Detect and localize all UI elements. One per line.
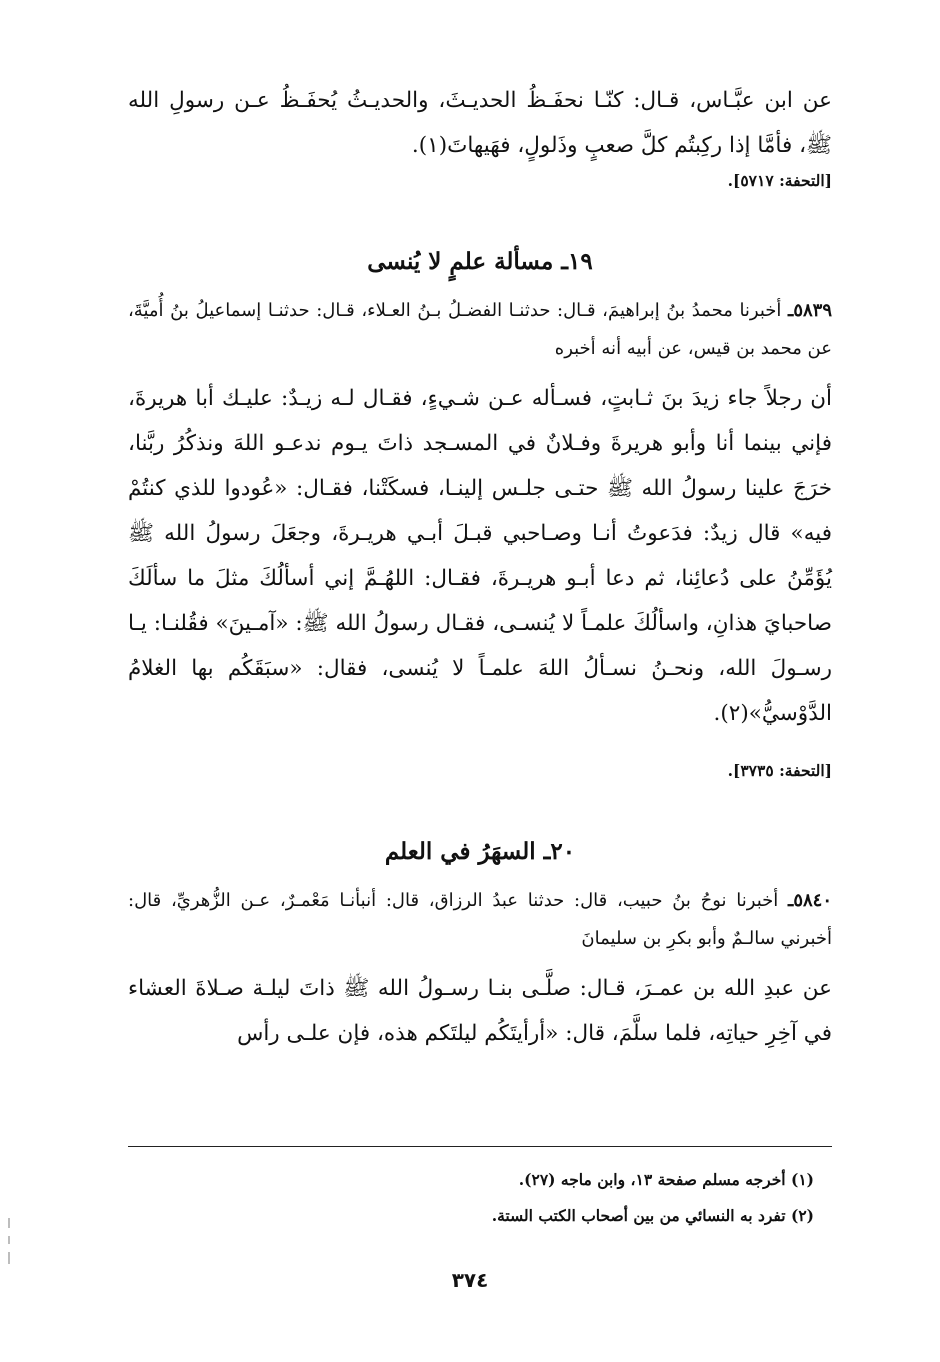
isnad-5839 <box>128 292 832 368</box>
page-body <box>128 78 832 1056</box>
hadith-number-5840: ٥٨٤٠ـ <box>788 890 832 911</box>
section-heading-19: ١٩ـ مسألة علمٍ لا يُنسى <box>367 248 593 275</box>
footnote-1: (١) أخرجه مسلم صفحة ١٣، وابن ماجه (٢٧). <box>518 1170 814 1189</box>
matn-5839: أن رجلاً جاء زيدَ بنَ ثـابتٍ، فسـأله عـن شـيءٍ، فقـال لـه زيـدٌ: عليـك أبا هريرةَ، فإني بينما أنا وأبو هريرةَ وفـلانٌ في المسـجد ذاتَ يـوم ندعـو اللهَ ونذكُرُ ربَّنا، خرَجَ علينا رسولُ الله ﷺ حتـى جلـس إلينـا، فسكَتْنا، فقـال: «عُودوا للذي كنتُمْ فيه» قال زيدٌ: فدَعوتُ أنـا وصـاحبي قبـلَ أبـي هريـرةَ، وجعَلَ رسولُ الله ﷺ يُؤَمِّنُ على دُعائِنا، ثم دعا أبـو هريـرةَ، فقـال: اللهُـمَّ إني أسألُكَ مثلَ ما سألَكَ صاحبايَ هذانِ، واسألُكَ علمـاً لا يُنسـى، فقـال رسولُ الله ﷺ: «آمـينَ» فقُلنـا: يـا رسـولَ الله، ونحـنُ نسـألُ اللهَ علمـاً لا يُنسى، فقال: «سبَقَكُم بها الغلامُ الدَّوْسيُّ»(٢). <box>128 386 832 726</box>
hadith-number-5839: ٥٨٣٩ـ <box>788 300 832 321</box>
footnotes <box>128 1162 832 1234</box>
scan-margin-mark <box>8 1252 10 1264</box>
scan-margin-mark <box>8 1218 10 1228</box>
section-heading-20: ٢٠ـ السهَرُ في العلم <box>384 838 576 865</box>
tuhfa-reference-5717: [التحفة: ٥٧١٧]. <box>727 171 832 190</box>
isnad-text-5839: أخبرنا محمدُ بنُ إبراهيمَ، قـال: حدثنـا الفضـلُ بـنُ العـلاء، قـال: حدثنـا إسماعيلُ بنُ أُميَّةَ، عن محمد بن قيس، عن أبيه أنه أخبره <box>128 300 832 359</box>
tuhfa-reference-3735: [التحفة: ٣٧٣٥]. <box>727 761 832 780</box>
footnote-divider <box>128 1146 832 1147</box>
page-number: ٣٧٤ <box>451 1268 489 1292</box>
scan-margin-mark <box>8 1236 10 1244</box>
matn-5840: عن عبدِ الله بن عمـرَ، قـال: صلَّـى بنـا رسـولُ الله ﷺ ذاتَ ليلـة صـلاةَ العشاء في آخِرِ حياتِه، فلما سلَّمَ، قال: «أرأيتَكُم ليلتَكم هذه، فإن علـى رأس <box>128 976 832 1046</box>
isnad-text-5840: أخبرنا نوحُ بنُ حبيب، قال: حدثنا عبدُ الرزاق، قال: أنبأنـا مَعْمـرٌ، عـن الزُّهريِّ، قال: أخبرني سالـمٌ وأبو بكرِ بن سليمانَ <box>128 890 832 949</box>
footnote-2: (٢) تفرد به النسائي من بين أصحاب الكتب الستة. <box>491 1206 814 1225</box>
top-passage: عن ابن عبَّـاس، قـال: كنّـا نحفَـظُ الحديـثَ، والحديـثُ يُحفَـظُ عـن رسولِ الله ﷺ، فأمَّا إذا ركِبتُم كلَّ صعبٍ وذَلولٍ، فهَيهاتَ(١). <box>128 88 832 158</box>
isnad-5840 <box>128 882 832 958</box>
